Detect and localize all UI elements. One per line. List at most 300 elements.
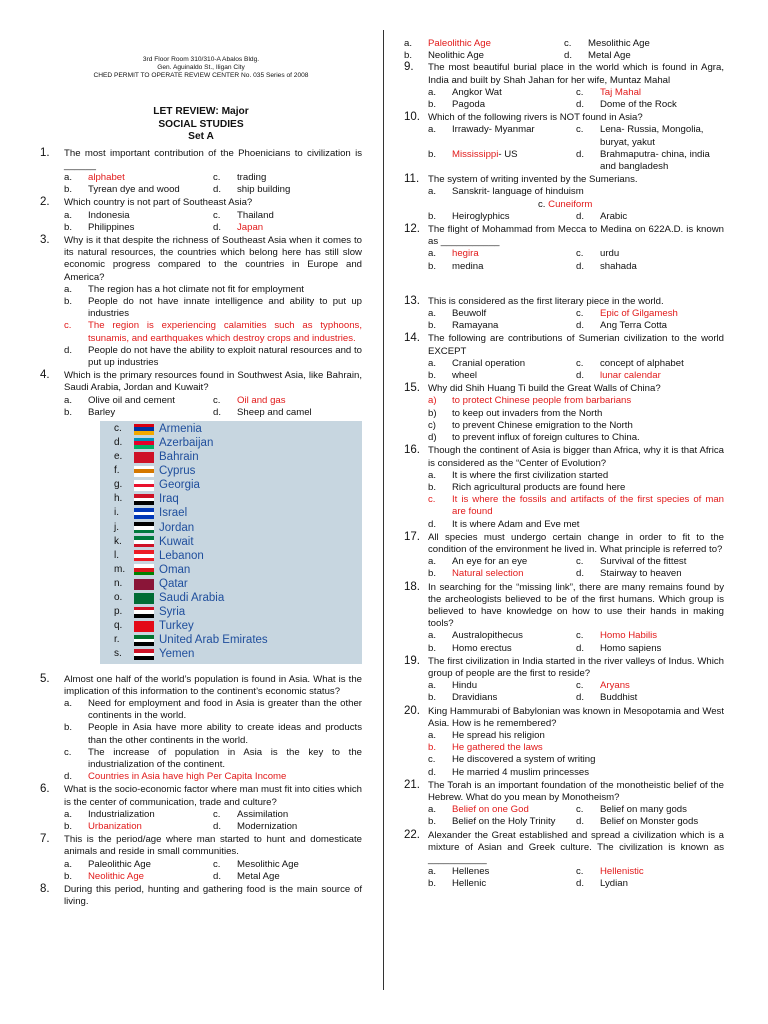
flag-row-united-arab-emirates <box>100 633 362 647</box>
option-a: a. Australopithecus <box>428 630 523 642</box>
option-b: b. medina <box>428 260 484 272</box>
option-text: People do not have the ability to exploit natural resources and to put up industries <box>88 344 362 368</box>
question-text: The first civilization in India started in the river valleys of Indus. Which group of people are the first to reside? <box>428 655 724 679</box>
question-8 <box>40 884 362 908</box>
left-column <box>40 0 362 909</box>
option-text: Dravidians <box>452 692 498 704</box>
option-d: d. It is where Adam and Eve met <box>428 518 580 530</box>
question-number: 1. <box>40 146 50 159</box>
option-text: to protect Chinese people from barbarians <box>452 395 632 407</box>
exam-set: Set A <box>188 131 214 142</box>
flag-icon <box>134 522 154 533</box>
option-d: d. Brahmaputra- china, india and bangladesh <box>576 148 710 173</box>
question-number: 8. <box>40 883 50 896</box>
option-c: c. The region is experiencing calamities such as typhoons, tsunamis, and earthquakes which destroy crops and industries. <box>64 320 362 344</box>
option-d: d. Sheep and camel <box>213 406 312 418</box>
option-c: c. It is where the fossils and artifacts of the first species of man are found <box>428 494 724 518</box>
flag-country-name: Yemen <box>159 648 195 661</box>
flag-country-name: Armenia <box>159 422 202 435</box>
flag-row-armenia <box>100 422 362 436</box>
flag-row-letter: m. <box>114 563 126 575</box>
option-text: Cuneiform <box>548 198 593 210</box>
option-text: shahada <box>600 260 637 272</box>
flag-icon <box>134 621 154 632</box>
question-number: 20. <box>404 704 420 717</box>
question-4 <box>40 370 362 419</box>
option-b: b. Natural selection <box>428 568 524 580</box>
question-number: 21. <box>404 778 420 791</box>
option-text: Modernization <box>237 821 298 832</box>
flag-row-syria <box>100 605 362 619</box>
options <box>428 804 724 828</box>
option-text: It is where the fossils and artifacts of the first species of man are found <box>452 494 724 518</box>
options <box>428 680 724 704</box>
option-text: Sheep and camel <box>237 406 312 418</box>
option-b: b. People in Asia have more ability to create ideas and products than the other continents in the world. <box>64 722 362 746</box>
option-b: b. wheel <box>428 370 478 382</box>
option-d: d. Arabic <box>576 210 628 222</box>
option-d: d. He married 4 muslim princesses <box>428 766 590 778</box>
option-text: Philippines <box>88 221 135 233</box>
option-a: a. Cranial operation <box>428 357 526 369</box>
question-text: King Hammurabi of Babylonian was known in Mesopotamia and West Asia. How is he remembered? <box>428 705 724 729</box>
question-11 <box>404 174 724 223</box>
option-text: Countries in Asia have high Per Capita Income <box>88 771 287 783</box>
option-d: d. Lydian <box>576 878 628 890</box>
flag-row-letter: r. <box>114 634 120 646</box>
option-text: Urbanization <box>88 821 142 832</box>
question-3 <box>40 235 362 369</box>
options <box>64 210 362 234</box>
option-d: d. Homo sapiens <box>576 642 662 654</box>
question-text: This is considered as the first literary piece in the world. <box>428 295 664 307</box>
option-text: An eye for an eye <box>452 556 528 568</box>
flag-row-letter: j. <box>114 521 119 533</box>
option-b: b. Rich agricultural products are found here <box>428 481 626 493</box>
question-number: 10. <box>404 111 420 124</box>
question-number: 9. <box>404 61 414 74</box>
option-d: d. Dome of the Rock <box>576 99 677 111</box>
option-c: c. The increase of population in Asia is the key to the industrialization of the continent. <box>64 746 362 770</box>
option-text: wheel <box>452 370 478 382</box>
flag-row-letter: c. <box>114 422 122 434</box>
flag-row-turkey <box>100 619 362 633</box>
option-b: b. Dravidians <box>428 692 498 704</box>
option-a: a. Angkor Wat <box>428 86 502 98</box>
question-21 <box>404 780 724 829</box>
flag-row-cyprus <box>100 464 362 478</box>
option-text: Heiroglyphics <box>452 210 510 222</box>
option-text: Japan <box>237 221 264 233</box>
question-number: 19. <box>404 654 420 667</box>
option-a: a) to protect Chinese people from barbarians <box>428 395 632 407</box>
flag-row-letter: d. <box>114 437 123 448</box>
option-text: Pagoda <box>452 99 486 111</box>
question-text: Which of the following rivers is NOT found in Asia? <box>428 112 643 124</box>
flag-country-name: Syria <box>159 606 186 619</box>
flag-country-name: Georgia <box>159 479 200 492</box>
option-text: Neolithic Age <box>428 50 484 62</box>
option-text: Hellenistic <box>600 866 644 878</box>
question-14 <box>404 333 724 382</box>
option-text: Hellenic <box>452 878 487 890</box>
flag-row-azerbaijan <box>100 436 362 450</box>
option-c: c. Mesolithic Age <box>213 858 299 870</box>
option-b: b. Belief on the Holy Trinity <box>428 816 556 828</box>
question-13 <box>404 296 724 333</box>
option-text: alphabet <box>88 171 125 183</box>
option-c: c. Lena- Russia, Mongolia, buryat, yakut <box>576 124 704 148</box>
question-text: During this period, hunting and gathering food is the main source of living. <box>64 884 362 908</box>
question-text: The flight of Mohammad from Mecca to Medina on 622A.D. is known as ___________ <box>428 224 724 248</box>
option-b: b. Philippines <box>64 221 135 233</box>
flag-row-letter: n. <box>114 577 123 589</box>
flag-country-name: Iraq <box>159 493 179 506</box>
option-a: a. Sanskrit- language of hinduism <box>428 186 584 198</box>
option-a: a. The region has a hot climate not fit for employment <box>64 284 362 296</box>
option-a: a. Need for employment and food in Asia is greater than the other continents in the world. <box>64 697 362 722</box>
option-text-answer: Mississippi <box>452 148 499 160</box>
flag-row-letter: s. <box>114 648 122 660</box>
option-text: Angkor Wat <box>452 86 502 98</box>
option-text: Belief on one God <box>452 804 529 816</box>
flag-icon <box>134 593 154 604</box>
option-text: Dome of the Rock <box>600 99 677 111</box>
question-text: In searching for the “missing link”, there are many remains found by the archeologists believed to be of the first humans. Which group is believed to have knowledge on how to use their hands in making tools? <box>428 581 724 630</box>
options <box>428 556 724 580</box>
option-text: It is where Adam and Eve met <box>452 518 580 530</box>
flag-icon <box>134 480 154 491</box>
flag-row-saudi-arabia <box>100 591 362 605</box>
option-b: b. Neolithic Age <box>64 870 144 882</box>
flag-row-georgia <box>100 478 362 492</box>
question-text: Though the continent of Asia is bigger than Africa, why it is that Africa is considered as the “Center of Evolution? <box>428 445 724 469</box>
option-b: b. Urbanization <box>64 821 142 832</box>
option-text: Beuwolf <box>452 308 487 320</box>
flag-icon <box>134 536 154 547</box>
option-b: b. Neolithic Age <box>404 50 484 62</box>
question-7 <box>40 834 362 883</box>
review-center-header <box>40 56 362 80</box>
option-c: c. Homo Habilis <box>576 630 658 642</box>
flag-row-kuwait <box>100 535 362 549</box>
option-text: Survival of the fittest <box>600 556 687 568</box>
flag-row-yemen <box>100 647 362 661</box>
question-number: 5. <box>40 672 50 685</box>
option-b: b. Ramayana <box>428 320 499 332</box>
flag-country-name: Kuwait <box>159 535 194 548</box>
option-text: Thailand <box>237 209 274 221</box>
question-text: All species must undergo certain change in order to fit to the condition of the environment he lived in. What principle is referred to? <box>428 531 724 555</box>
option-d: d. ship building <box>213 184 291 196</box>
option-d: d. Belief on Monster gods <box>576 816 699 828</box>
option-text: Arabic <box>600 210 628 222</box>
option-a: a. Beuwolf <box>428 308 487 320</box>
flag-country-name: Israel <box>159 507 188 520</box>
exam-title-block <box>40 106 362 144</box>
option-b: b. Tyrean dye and wood <box>64 184 180 196</box>
question-5 <box>40 674 362 784</box>
question-number: 15. <box>404 382 420 395</box>
option-text: He spread his religion <box>452 729 545 741</box>
option-b: b. People do not have innate intelligence and ability to put up industries <box>64 295 362 320</box>
option-c: c. Oil and gas <box>213 394 286 406</box>
option-c: c. Assimilation <box>213 808 289 820</box>
flag-row-iraq <box>100 492 362 506</box>
question-8-options <box>404 38 724 62</box>
question-1 <box>40 148 362 197</box>
question-text: Why did Shih Huang Ti build the Great Walls of China? <box>428 383 661 395</box>
question-12 <box>404 224 724 273</box>
options <box>428 87 724 111</box>
option-text: Barley <box>88 406 116 418</box>
option-text: Assimilation <box>237 808 289 820</box>
option-d: d. Modernization <box>213 821 298 832</box>
flag-row-letter: q. <box>114 620 123 632</box>
option-c: c. Mesolithic Age <box>564 38 650 49</box>
options <box>428 211 724 223</box>
flag-row-letter: e. <box>114 451 123 463</box>
flag-country-name: Oman <box>159 563 191 576</box>
flag-row-oman <box>100 563 362 577</box>
option-text: Tyrean dye and wood <box>88 184 180 196</box>
option-text: Taj Mahal <box>600 86 642 98</box>
option-text: ship building <box>237 184 291 196</box>
question-number: 6. <box>40 783 50 796</box>
option-d: d. Stairway to heaven <box>576 568 682 580</box>
option-a: a. An eye for an eye <box>428 556 528 568</box>
flag-country-name: Cyprus <box>159 465 196 478</box>
exam-subject: SOCIAL STUDIES <box>158 118 244 130</box>
option-c: c. Hellenistic <box>576 866 644 878</box>
flag-country-name: Saudi Arabia <box>159 592 225 605</box>
option-d: d. lunar calendar <box>576 370 661 382</box>
flag-icon <box>134 452 154 463</box>
option-b: b. Pagoda <box>428 99 486 111</box>
option-text: Sanskrit- language of hinduism <box>452 186 584 198</box>
option-b: b. Homo erectus <box>428 642 512 654</box>
option-text: Buddhist <box>600 692 638 704</box>
option-c: c. Survival of the fittest <box>576 556 687 568</box>
option-d: d. Buddhist <box>576 692 638 704</box>
option-text: Neolithic Age <box>88 870 144 882</box>
option-text: to prevent influx of foreign cultures to China. <box>452 432 640 444</box>
options <box>428 358 724 382</box>
option-d: d. Countries in Asia have high Per Capita Income <box>64 771 362 783</box>
option-c: c. trading <box>213 171 267 183</box>
option-a: a. alphabet <box>64 171 125 183</box>
flag-country-name: Azerbaijan <box>159 437 214 449</box>
option-text: Industrialization <box>88 808 155 820</box>
option-text: People do not have innate intelligence and ability to put up industries <box>88 295 362 320</box>
option-c: c. Aryans <box>576 680 630 692</box>
flag-country-name: United Arab Emirates <box>159 634 268 647</box>
option-text: to prevent Chinese emigration to the North <box>452 419 633 431</box>
option-text: Mesolithic Age <box>588 38 650 49</box>
option-text: Homo erectus <box>452 642 512 654</box>
flag-icon <box>134 635 154 646</box>
flag-row-letter: f. <box>114 465 120 477</box>
flag-icon <box>134 579 154 590</box>
flag-row-letter: k. <box>114 535 122 547</box>
options <box>64 809 362 833</box>
option-b: b. Heiroglyphics <box>428 210 510 222</box>
flag-icon <box>134 508 154 519</box>
option-text: Rich agricultural products are found here <box>452 481 626 493</box>
option-c: c. He discovered a system of writing <box>428 754 596 766</box>
option-a: a. Indonesia <box>64 209 130 221</box>
option-text: Lydian <box>600 878 628 890</box>
option-a: a. He spread his religion <box>428 729 545 741</box>
option-text: People in Asia have more ability to create ideas and products than the other continents in the world. <box>88 722 362 746</box>
option-text: The region is experiencing calamities such as typhoons, tsunamis, and earthquakes which destroy crops and industries. <box>88 320 362 344</box>
question-text: Almost one half of the world’s population is found in Asia. What is the implication of this information to the continent’s economic status? <box>64 673 362 697</box>
flag-country-name: Lebanon <box>159 549 204 562</box>
option-text: Mesolithic Age <box>237 858 299 870</box>
question-text: Which country is not part of Southeast Asia? <box>64 197 253 209</box>
option-a: a. Hellenes <box>428 866 490 878</box>
options <box>428 124 724 173</box>
options <box>64 172 362 196</box>
option-d: d. Metal Age <box>564 50 631 62</box>
question-text: This is the period/age where man started to hunt and domesticate animals and reside in small communities. <box>64 834 362 858</box>
flag-country-name: Jordan <box>159 521 195 534</box>
option-d: d) to prevent influx of foreign cultures to China. <box>428 432 640 444</box>
option-a: a. Olive oil and cement <box>64 394 175 406</box>
option-text: Brahmaputra- china, india and bangladesh <box>600 148 710 173</box>
header-street-line: Gen. Aguinaldo St., Iligan City <box>157 64 245 71</box>
flag-row-letter: p. <box>114 606 123 618</box>
option-text: Belief on many gods <box>600 804 687 816</box>
option-text: Metal Age <box>588 50 631 62</box>
question-number: 11. <box>404 173 420 186</box>
question-number: 12. <box>404 223 420 236</box>
options <box>428 630 724 654</box>
flag-row-letter: l. <box>114 549 119 561</box>
option-text: to keep out invaders from the North <box>452 407 603 419</box>
option-text: Hellenes <box>452 866 490 878</box>
flag-row-letter: h. <box>114 493 123 505</box>
question-text: The Torah is an important foundation of the monotheistic belief of the Hebrew. What do you mean by Monotheism? <box>428 779 724 803</box>
column-divider <box>383 30 384 990</box>
option-text: Homo Habilis <box>600 630 658 642</box>
option-c: c. concept of alphabet <box>576 357 684 369</box>
flag-row-qatar <box>100 577 362 591</box>
option-text: The increase of population in Asia is the key to the industrialization of the continent. <box>88 746 362 770</box>
option-d: d. Ang Terra Cotta <box>576 320 668 332</box>
question-text: The following are contributions of Sumerian civilization to the world EXCEPT <box>428 333 724 357</box>
option-text: Indonesia <box>88 209 130 221</box>
option-b: b. Barley <box>64 406 116 418</box>
options <box>64 395 362 419</box>
flag-country-name: Qatar <box>159 577 188 590</box>
option-a: a. Paleolithic Age <box>404 38 491 49</box>
question-text: What is the socio-economic factor where man must fit into cities which is the center of communication, trade and culture? <box>64 784 362 808</box>
option-c: c. Epic of Gilgamesh <box>576 308 678 320</box>
option-text: - US <box>498 148 518 160</box>
option-c: c. Thailand <box>213 209 274 221</box>
option-text: Hindu <box>452 680 478 692</box>
option-text: urdu <box>600 248 620 260</box>
question-number: 16. <box>404 444 420 457</box>
question-text: The system of writing invented by the Sumerians. <box>428 174 638 186</box>
option-c: c. Taj Mahal <box>576 86 642 98</box>
option-text: Belief on the Holy Trinity <box>452 816 556 828</box>
option-text: Homo sapiens <box>600 642 662 654</box>
option-text: Metal Age <box>237 870 280 882</box>
option-text: The region has a hot climate not fit for employment <box>88 283 304 295</box>
option-text: Paleolithic Age <box>88 858 151 870</box>
question-text: The most important contribution of the Phoenicians to civilization is ______ <box>64 147 362 171</box>
question-15 <box>404 383 724 444</box>
question-number: 17. <box>404 530 420 543</box>
flag-icon <box>134 438 154 449</box>
option-b: b. He gathered the laws <box>428 742 543 754</box>
option-text: Paleolithic Age <box>428 38 491 49</box>
question-number: 4. <box>40 369 50 382</box>
option-a: a. Irrawady- Myanmar <box>428 124 535 136</box>
question-text: Alexander the Great established and spread a civilization which is a mixture of Asian and Greek culture. The civilization is known as ___________ <box>428 829 724 865</box>
option-text: lunar calendar <box>600 370 661 382</box>
option-text: He married 4 muslim princesses <box>452 766 590 778</box>
option-a: a. Hindu <box>428 680 478 692</box>
option-text: trading <box>237 171 267 183</box>
question-17 <box>404 532 724 581</box>
flag-icon <box>134 550 154 561</box>
option-text: Oil and gas <box>237 394 286 406</box>
question-number: 7. <box>40 833 50 846</box>
option-text: It is where the first civilization started <box>452 469 609 481</box>
question-number: 3. <box>40 233 50 246</box>
header-address-line: 3rd Floor Room 310/310-A Abalos Bldg. <box>142 56 260 63</box>
option-text: Lena- Russia, Mongolia, buryat, yakut <box>600 124 704 148</box>
option-text: He gathered the laws <box>452 742 543 754</box>
option-b: b) to keep out invaders from the North <box>428 407 603 419</box>
option-c: c. Belief on many gods <box>576 804 687 816</box>
country-flags-panel <box>100 421 362 664</box>
options <box>64 859 362 883</box>
option-text: He discovered a system of writing <box>452 754 596 766</box>
question-18 <box>404 582 724 655</box>
flag-icon <box>134 649 154 660</box>
option-text: Ramayana <box>452 320 499 332</box>
option-text: Stairway to heaven <box>600 568 682 580</box>
option-d: d. People do not have the ability to exploit natural resources and to put up industries <box>64 344 362 368</box>
option-c: c) to prevent Chinese emigration to the North <box>428 419 633 431</box>
option-a: a. It is where the first civilization started <box>428 469 609 481</box>
flag-icon <box>134 607 154 618</box>
flag-icon <box>134 564 154 575</box>
question-text: Why is it that despite the richness of Southeast Asia when it comes to its natural resources, the countries which belong here has still slow economic progress compared to the countries in Europe and America? <box>64 234 362 283</box>
flag-icon <box>134 494 154 505</box>
option-text: medina <box>452 260 484 272</box>
option-a: a. Industrialization <box>64 808 155 820</box>
options <box>428 866 724 890</box>
flag-row-jordan <box>100 521 362 535</box>
question-20 <box>404 706 724 779</box>
option-a: a. Belief on one God <box>428 804 529 816</box>
options <box>428 248 724 272</box>
header-permit-line: CHED PERMIT TO OPERATE REVIEW CENTER No. 035 Series of 2008 <box>93 72 309 79</box>
question-16 <box>404 445 724 530</box>
option-d: d. Japan <box>213 221 264 233</box>
question-text: Which is the primary resources found in Southwest Asia, like Bahrain, Saudi Arabia, Jordan and Kuwait? <box>64 370 362 394</box>
flag-row-bahrain <box>100 450 362 464</box>
option-text: Need for employment and food in Asia is greater than the other continents in the world. <box>88 697 362 722</box>
flag-icon <box>134 424 154 435</box>
flag-country-name: Bahrain <box>159 451 199 464</box>
option-d: d. Metal Age <box>213 870 280 882</box>
